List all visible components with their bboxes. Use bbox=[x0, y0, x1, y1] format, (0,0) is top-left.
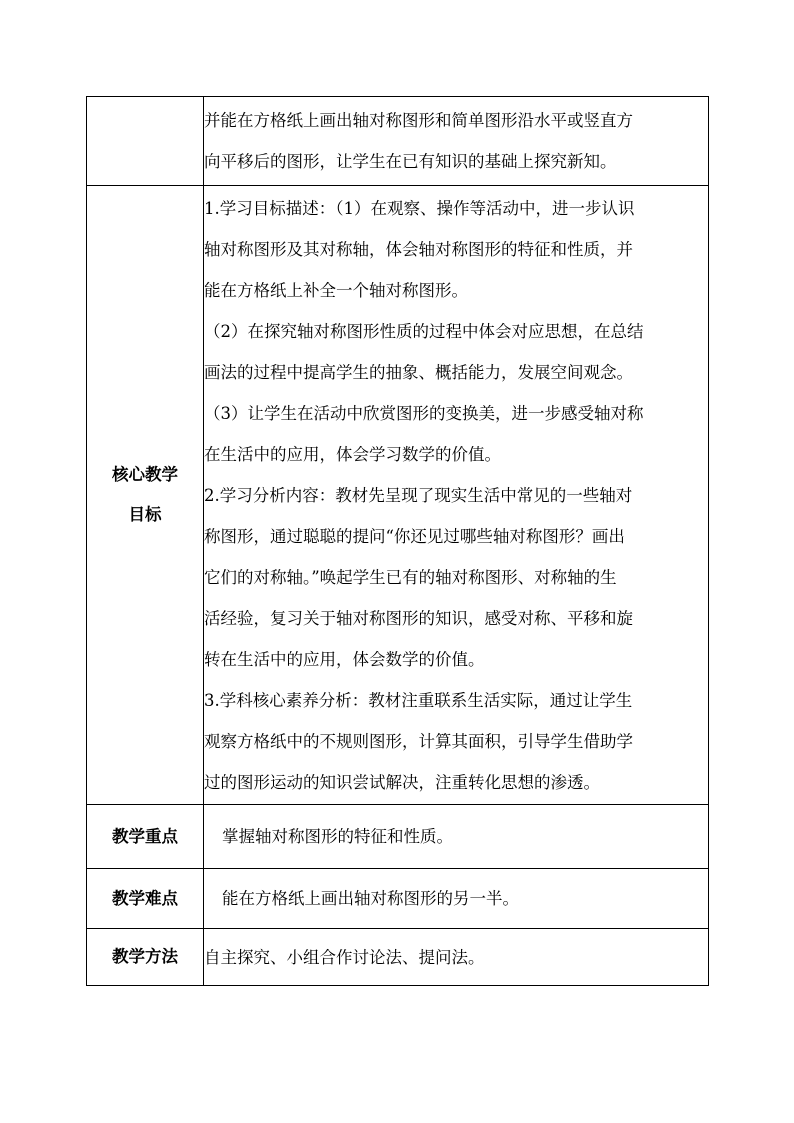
row-content bbox=[204, 805, 709, 869]
text-line: 并能在方格纸上画出轴对称图形和简单图形沿水平或竖直方 bbox=[204, 111, 633, 130]
row-label-core-goals bbox=[87, 186, 204, 805]
table-row bbox=[87, 805, 709, 869]
table-row bbox=[87, 97, 709, 186]
text-line: 转在生活中的应用，体会数学的价值。 bbox=[204, 649, 485, 669]
text-line: 2.学习分析内容：教材先呈现了现实生活中常见的一些轴对 bbox=[204, 485, 633, 505]
table-row bbox=[87, 869, 709, 929]
table-row bbox=[87, 929, 709, 986]
row-content bbox=[204, 929, 709, 986]
row-content bbox=[204, 869, 709, 929]
row-label-methods: 教学方法 bbox=[87, 929, 204, 986]
row-content bbox=[204, 97, 709, 186]
text-line: （2）在探究轴对称图形性质的过程中体会对应思想，在总结 bbox=[204, 321, 644, 341]
label-line: 核心教学 bbox=[112, 465, 178, 484]
text-line: 3.学科核心素养分析：教材注重联系生活实际，通过让学生 bbox=[204, 690, 633, 710]
row-content bbox=[204, 186, 709, 805]
text-line: 1.学习目标描述：（1）在观察、操作等活动中，进一步认识 bbox=[204, 198, 635, 218]
text-line: 观察方格纸中的不规则图形，计算其面积，引导学生借助学 bbox=[204, 731, 633, 751]
text-line: 轴对称图形及其对称轴，体会轴对称图形的特征和性质，并 bbox=[204, 239, 633, 259]
text-line: 自主探究、小组合作讨论法、提问法。 bbox=[204, 947, 485, 967]
text-line: 过的图形运动的知识尝试解决，注重转化思想的渗透。 bbox=[204, 772, 600, 792]
text-line: （3）让学生在活动中欣赏图形的变换美，进一步感受轴对称 bbox=[204, 403, 644, 423]
lesson-plan-table bbox=[86, 96, 709, 986]
text-line: 能在方格纸上画出轴对称图形的另一半。 bbox=[222, 889, 519, 908]
text-line: 活经验，复习关于轴对称图形的知识，感受对称、平移和旋 bbox=[204, 608, 633, 628]
text-line: 在生活中的应用，体会学习数学的价值。 bbox=[204, 444, 501, 464]
text-line: 向平移后的图形，让学生在已有知识的基础上探究新知。 bbox=[204, 152, 617, 171]
table-row bbox=[87, 186, 709, 805]
label-line: 目标 bbox=[128, 505, 162, 524]
text-line: 称图形，通过聪聪的提问“你还见过哪些轴对称图形？画出 bbox=[204, 526, 625, 546]
row-label-empty bbox=[87, 97, 204, 186]
row-label-difficult-points: 教学难点 bbox=[87, 869, 204, 929]
text-line: 画法的过程中提高学生的抽象、概括能力，发展空间观念。 bbox=[204, 362, 633, 382]
text-line: 掌握轴对称图形的特征和性质。 bbox=[222, 827, 453, 846]
text-line: 它们的对称轴。”唤起学生已有的轴对称图形、对称轴的生 bbox=[204, 567, 617, 587]
text-line: 能在方格纸上补全一个轴对称图形。 bbox=[204, 280, 468, 300]
row-label-key-points: 教学重点 bbox=[87, 805, 204, 869]
